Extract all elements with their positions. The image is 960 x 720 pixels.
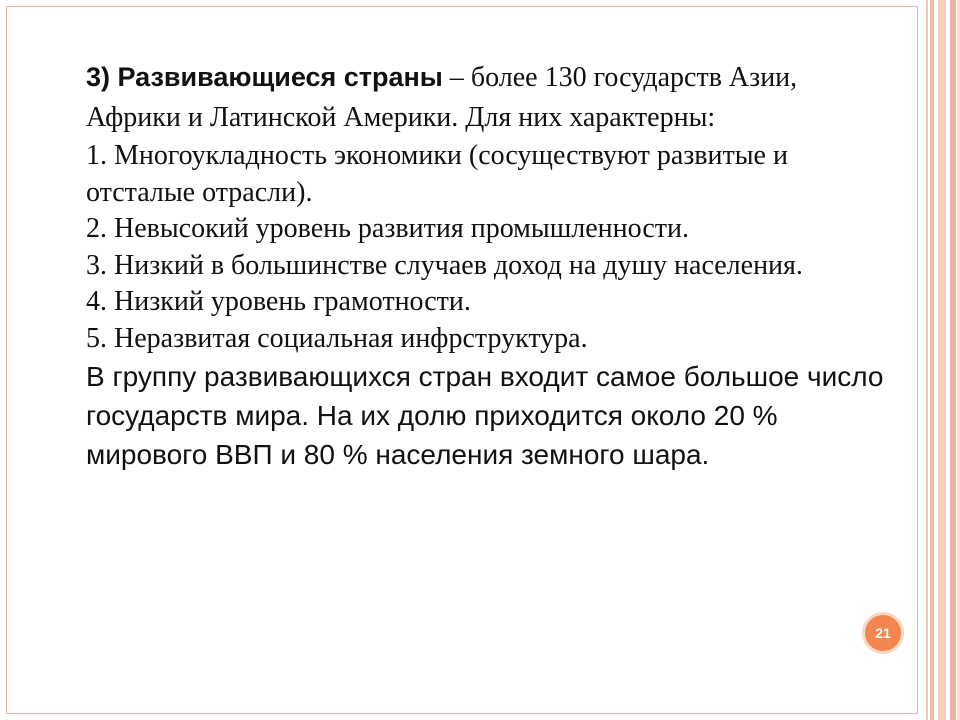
- stripe: [950, 0, 956, 720]
- list-item: 3. Низкий в большинстве случаев доход на душу населения.: [86, 249, 803, 281]
- list-item: 4. Низкий уровень грамотности.: [86, 286, 471, 317]
- list-item: 1. Многоукладность экономики (сосуществуют развитые и отсталые отрасли).: [86, 140, 788, 208]
- stripe: [938, 0, 946, 720]
- decorative-stripes: [918, 0, 960, 720]
- stripe: [930, 0, 934, 720]
- heading-lead: 3) Развивающиеся страны: [86, 62, 443, 92]
- list-item: 2. Невысокий уровень развития промышленности.: [86, 213, 689, 244]
- intro-paragraph: [86, 57, 886, 138]
- summary-paragraph: В группу развивающихся стран входит самое большое число государств мира. На их долю приходится около 20 % мирового ВВП и 80 % населения земного шара.: [86, 361, 884, 470]
- slide-body: [86, 57, 886, 474]
- page-number-badge: 21: [862, 612, 904, 654]
- heading-rest: – более 130 государств Азии, Африки и Латинской Америки. Для них характерны:: [86, 62, 798, 133]
- stripe: [926, 0, 928, 720]
- list-item: 5. Неразвитая социальная инфрструктура.: [86, 322, 588, 354]
